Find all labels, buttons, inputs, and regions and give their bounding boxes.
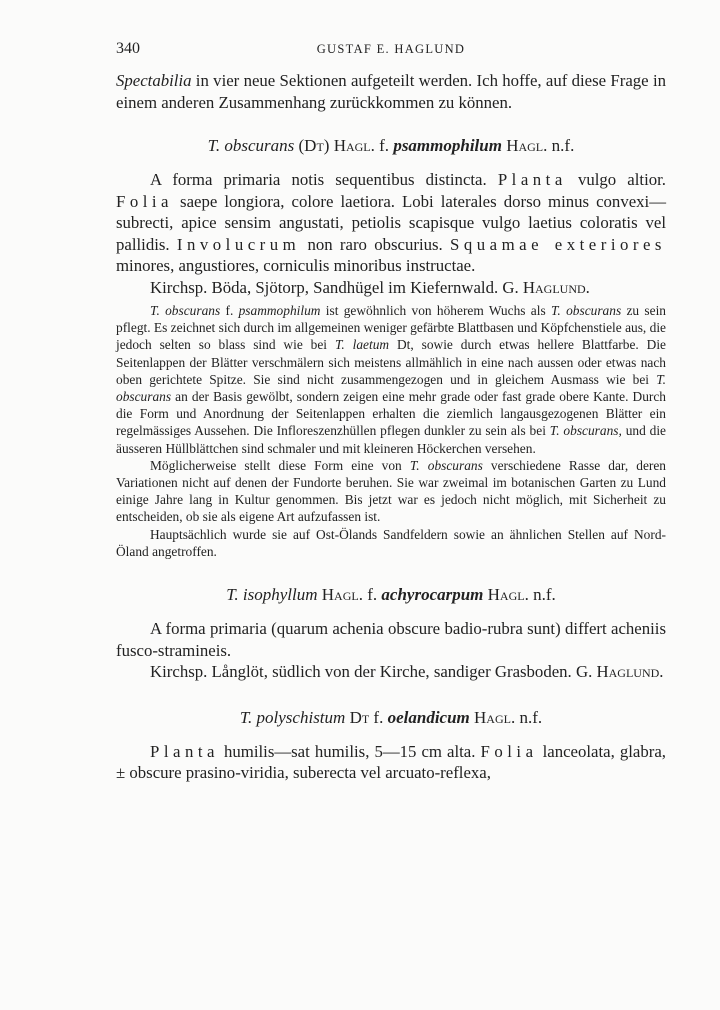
species-author: (Dt) [298, 136, 330, 155]
page-number: 340 [116, 40, 140, 57]
commentary-paragraph-1 [116, 302, 666, 457]
collector: Haglund. [596, 662, 664, 682]
c1-d: ist gewöhnlich von höherem Wuchs als [320, 303, 551, 318]
species-author: Hagl. [321, 585, 363, 605]
keyword-planta: Planta [150, 741, 219, 761]
c1-i: T. obscurans [116, 371, 666, 405]
page-header [116, 36, 666, 60]
species-name: T. polyschistum [239, 707, 346, 727]
form-prefix: f. [367, 585, 378, 605]
collector-prefix: G. [575, 662, 593, 682]
intro-italic: Spectabilia [116, 71, 192, 90]
form-status: n.f. [533, 585, 556, 605]
latin-diagnosis [116, 741, 666, 784]
species-name: T. obscurans [207, 136, 295, 155]
intro-paragraph [116, 70, 666, 113]
form-author: Hagl. [506, 136, 548, 155]
commentary-paragraph-2 [116, 457, 666, 526]
keyword-folia: Folia [116, 191, 173, 211]
c2-a: Möglicherweise stellt diese Form eine von [150, 457, 410, 473]
c1-f: zu sein pflegt. Es zeichnet sich durch im allgemeinen weniger gefärbte Blattbasen und Köpfchenstiele aus, die jedoch selten so blass sind wie bei [116, 303, 666, 353]
latin-diagnosis: A forma primaria (quarum achenia obscure badio-rubra sunt) differt acheniis fusco-stramineis. [116, 619, 666, 660]
keyword-involucrum: Involucrum [176, 234, 301, 254]
species-author-2: Hagl. [333, 136, 375, 155]
form-name: psammophilum [393, 136, 502, 155]
c1-k: T. obscurans, [549, 423, 622, 439]
form-name: oelandicum [387, 707, 470, 727]
c2-b: T. obscurans [409, 457, 483, 473]
species-name: T. isophyllum [226, 585, 318, 605]
page [116, 36, 666, 784]
locality [116, 277, 666, 299]
form-prefix: f. [373, 707, 384, 727]
locality [116, 661, 666, 683]
c1-c: psammophilum [238, 303, 321, 318]
form-author: Hagl. [487, 585, 529, 605]
c2-c: verschiedene Rasse dar, deren Variationen nicht auf denen der Fundorte beruhen. Sie war zweimal im botanischen Garten zu Lund einige Jahre lang in Kultur genommen. Bis jetzt war es jedoch nicht möglich, mit Sicherheit zu entscheiden, ob sie als eigene Art aufzufassen ist. [116, 457, 667, 525]
c1-a: T. obscurans [150, 303, 221, 318]
locality-text: Kirchsp. Långlöt, südlich von der Kirche, sandiger Grasboden. [150, 662, 572, 682]
latin-text-1: A forma primaria notis sequentibus distincta. [150, 170, 487, 189]
latin-diagnosis [116, 169, 666, 277]
section-title-achyrocarpum [116, 584, 666, 606]
form-author: Hagl. [474, 707, 516, 727]
section-title-oelandicum [116, 707, 666, 729]
species-author: Dt [349, 707, 370, 727]
form-name: achyrocarpum [381, 585, 484, 605]
c1-l: und die äusseren Hüllblättchen sind schmaler und mit kleineren Höckerchen versehen. [116, 423, 666, 456]
keyword-planta: Planta [497, 170, 567, 189]
c1-h: Dt, sowie durch etwas hellere Blattfarbe. Die Seitenlappen der Blätter verschmälern sich meistens allmählich in eine nach aussen oder etwas nach oben gerichtete Spitze. Sie sind nicht zusammengezogen und in gleichem Ausmass wie bei [116, 337, 666, 387]
latin-text-4: non raro obscurius. [307, 234, 443, 254]
commentary-paragraph-3: Hauptsächlich wurde sie auf Ost-Ölands Sandfeldern sowie an ähnlichen Stellen auf Nord-Öland angetroffen. [116, 526, 666, 559]
locality-text: Kirchsp. Böda, Sjötorp, Sandhügel im Kiefernwald. G. [150, 277, 519, 297]
running-head: GUSTAF E. HAGLUND [316, 42, 466, 56]
collector: Haglund. [522, 277, 590, 297]
form-status: n.f. [519, 707, 543, 727]
form-status: n.f. [551, 136, 575, 155]
latin-text-3: saepe longiora, colore laetiora. Lobi laterales dorso minus convexi—subrecti, apice sensim angustati, petiolis scapisque vulgo laetius coloratis vel pallidis. [116, 191, 666, 254]
c1-e: T. obscurans [550, 303, 622, 318]
latin-text-2: vulgo altior. [577, 170, 666, 189]
keyword-squamae: Squamae exteriores [450, 234, 666, 254]
c1-b: f. [220, 303, 239, 318]
section-title-psammophilum [116, 135, 666, 157]
latin-text-5: minores, angustiores, corniculis minoribus instructae. [116, 256, 476, 275]
latin-text-2: lanceolata, glabra, ± obscure prasino-viridia, suberecta vel arcuato-reflexa, [116, 741, 666, 783]
keyword-folia: Folia [480, 741, 538, 761]
form-prefix: f. [379, 136, 390, 155]
c1-j: an der Basis gewölbt, sondern zeigen eine mehr grade oder fast grade obere Kante. Durch die Form und Anordnung der Seitenlappen erhalten die ziemlich langausgezogenen Blätter ein regelmässiges Aussehen. Die Infloreszenzhüllen pflegen dunkler zu sein als bei [116, 389, 666, 439]
latin-text-1: humilis—sat humilis, 5—15 cm alta. [224, 741, 476, 761]
commentary [116, 302, 666, 560]
c1-g: T. laetum [334, 337, 390, 353]
intro-text: in vier neue Sektionen aufgeteilt werden. Ich hoffe, auf diese Frage in einem anderen Zusammenhang zurückkommen zu können. [116, 71, 666, 112]
